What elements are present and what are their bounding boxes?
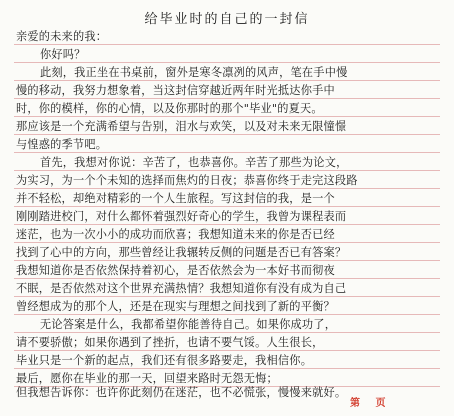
rule-line xyxy=(14,116,440,117)
page-number-label: 第 页 xyxy=(350,398,392,409)
rule-line xyxy=(14,134,440,135)
letter-line: 慢的移动，我努力想象着，当这封信穿越近两年时光抵达你手中 xyxy=(16,84,335,97)
letter-line: 无论答案是什么，我都希望你能善待自己。如果你成功了， xyxy=(40,318,337,331)
letter-line: 最后，愿你在毕业的那一天，回望来路时无怨无悔； xyxy=(16,372,278,385)
letter-line: 毕业只是一个新的起点，我们还有很多路要走，我相信你。 xyxy=(16,354,313,367)
page-footer xyxy=(0,394,454,412)
letter-line: 那应该是一个充满希望与告别，泪水与欢笑，以及对未来无限憧憬 xyxy=(16,120,347,133)
letter-line: 找到了心中的方向，那些曾经让我辗转反侧的问题是否已有答案？ xyxy=(16,246,347,259)
rule-line xyxy=(14,368,440,369)
letter-line: 此刻，我正坐在书桌前，窗外是寒冬凛冽的风声，笔在手中慢 xyxy=(40,66,348,79)
rule-line xyxy=(14,332,440,333)
rule-line xyxy=(14,62,440,63)
rule-line xyxy=(14,80,440,81)
rule-line xyxy=(14,98,440,99)
letter-line: 但我想告诉你：也许你此刻仍在迷茫，也不必慌张，慢慢来就好。 xyxy=(16,386,347,399)
letter-line: 迷茫，也为一次小小的成功而欣喜；我想知道未来的你是否已经 xyxy=(16,228,335,241)
rule-line xyxy=(14,260,440,261)
letter-line: 为实习，为一个个未知的选择而焦灼的日夜；恭喜你终于走完这段路 xyxy=(16,174,358,187)
letter-line: 刚刚踏进校门，对什么都怀着强烈好奇心的学生，我曾为课程表而 xyxy=(16,210,347,223)
rule-line xyxy=(14,152,440,153)
rule-line xyxy=(14,224,440,225)
letter-title: 给毕业时的自己的一封信 xyxy=(144,12,310,27)
letter-salutation: 亲爱的未来的我： xyxy=(16,30,108,43)
rule-line xyxy=(14,296,440,297)
rule-line xyxy=(14,314,440,315)
letter-line: 并不轻松，却绝对精彩的一个人生旅程。写这封信的我，是一个 xyxy=(16,192,335,205)
letter-line: 不眠，是否依然对这个世界充满热情？我想知道你有没有成为自己 xyxy=(16,282,347,295)
letter-line: 与惶惑的季节吧。 xyxy=(16,138,108,151)
rule-line xyxy=(14,350,440,351)
rule-line xyxy=(14,170,440,171)
letter-line: 我想知道你是否依然保持着初心，是否依然会为一本好书而彻夜 xyxy=(16,264,335,277)
rule-line xyxy=(14,206,440,207)
letter-line: 首先，我想对你说：辛苦了，也恭喜你。辛苦了那些为论文， xyxy=(40,156,348,169)
letter-greeting: 你好吗？ xyxy=(40,48,86,61)
letter-line: 曾经想成为的那个人，还是在现实与理想之间找到了新的平衡？ xyxy=(16,300,335,313)
rule-line xyxy=(14,242,440,243)
letter-line: 请不要骄傲；如果你遇到了挫折，也请不要气馁。人生很长， xyxy=(16,336,324,349)
rule-line xyxy=(14,44,440,45)
rule-line xyxy=(14,188,440,189)
letter-line: 时，你的模样，你的心情，以及你那时的那个"毕业"的夏天。 xyxy=(16,102,323,115)
rule-line xyxy=(14,278,440,279)
